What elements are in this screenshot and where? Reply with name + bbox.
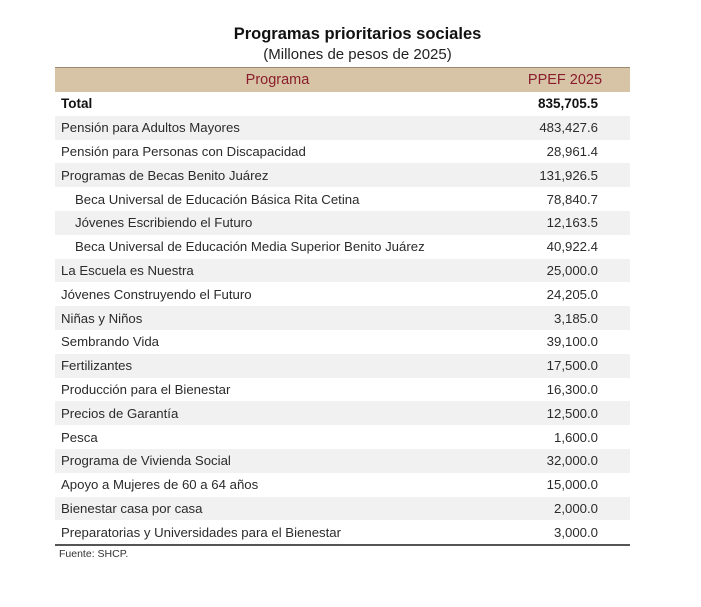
table-figure [55, 24, 630, 560]
program-value: 32,000.0 [500, 449, 630, 473]
program-value: 131,926.5 [500, 163, 630, 187]
program-value: 2,000.0 [500, 497, 630, 521]
header-program: Programa [55, 68, 500, 93]
source-note: Fuente: SHCP. [59, 548, 129, 561]
table-row [55, 306, 630, 330]
program-name: Programas de Becas Benito Juárez [55, 163, 500, 187]
table-row [55, 140, 630, 164]
program-name: Fertilizantes [55, 354, 500, 378]
table-row [55, 116, 630, 140]
program-value: 835,705.5 [500, 92, 630, 116]
program-name: Preparatorias y Universidades para el Bienestar [55, 520, 500, 545]
table-row [55, 211, 630, 235]
program-value: 16,300.0 [500, 378, 630, 402]
program-value: 12,163.5 [500, 211, 630, 235]
table-row [55, 378, 630, 402]
program-name: Pensión para Adultos Mayores [55, 116, 500, 140]
program-name: Sembrando Vida [55, 330, 500, 354]
table-row [55, 187, 630, 211]
table-row [55, 163, 630, 187]
table-row [55, 401, 630, 425]
programs-table [55, 67, 630, 546]
program-name: Bienestar casa por casa [55, 497, 500, 521]
table-row [55, 330, 630, 354]
program-value: 15,000.0 [500, 473, 630, 497]
program-value: 78,840.7 [500, 187, 630, 211]
program-name: Jóvenes Construyendo el Futuro [55, 282, 500, 306]
table-row [55, 449, 630, 473]
total-row [55, 92, 630, 116]
table-header [55, 68, 630, 93]
table-row [55, 259, 630, 283]
program-name: Programa de Vivienda Social [55, 449, 500, 473]
header-row [55, 68, 630, 93]
program-name: Total [55, 92, 500, 116]
program-name: Beca Universal de Educación Media Superior Benito Juárez [55, 235, 500, 259]
program-value: 28,961.4 [500, 140, 630, 164]
header-value: PPEF 2025 [500, 68, 630, 93]
program-value: 3,000.0 [500, 520, 630, 545]
program-value: 25,000.0 [500, 259, 630, 283]
table-subtitle: (Millones de pesos de 2025) [263, 46, 452, 63]
table-row [55, 235, 630, 259]
program-value: 39,100.0 [500, 330, 630, 354]
program-value: 3,185.0 [500, 306, 630, 330]
program-value: 12,500.0 [500, 401, 630, 425]
table-row [55, 354, 630, 378]
table-row [55, 497, 630, 521]
program-name: Precios de Garantía [55, 401, 500, 425]
program-value: 1,600.0 [500, 425, 630, 449]
table-row [55, 282, 630, 306]
program-value: 24,205.0 [500, 282, 630, 306]
table-row [55, 520, 630, 545]
program-name: Apoyo a Mujeres de 60 a 64 años [55, 473, 500, 497]
program-name: Niñas y Niños [55, 306, 500, 330]
table-body [55, 92, 630, 545]
program-value: 483,427.6 [500, 116, 630, 140]
program-name: Pesca [55, 425, 500, 449]
program-value: 40,922.4 [500, 235, 630, 259]
program-name: Pensión para Personas con Discapacidad [55, 140, 500, 164]
table-row [55, 473, 630, 497]
program-value: 17,500.0 [500, 354, 630, 378]
program-name: La Escuela es Nuestra [55, 259, 500, 283]
program-name: Beca Universal de Educación Básica Rita Cetina [55, 187, 500, 211]
table-row [55, 425, 630, 449]
table-title: Programas prioritarios sociales [233, 25, 482, 43]
program-name: Producción para el Bienestar [55, 378, 500, 402]
program-name: Jóvenes Escribiendo el Futuro [55, 211, 500, 235]
